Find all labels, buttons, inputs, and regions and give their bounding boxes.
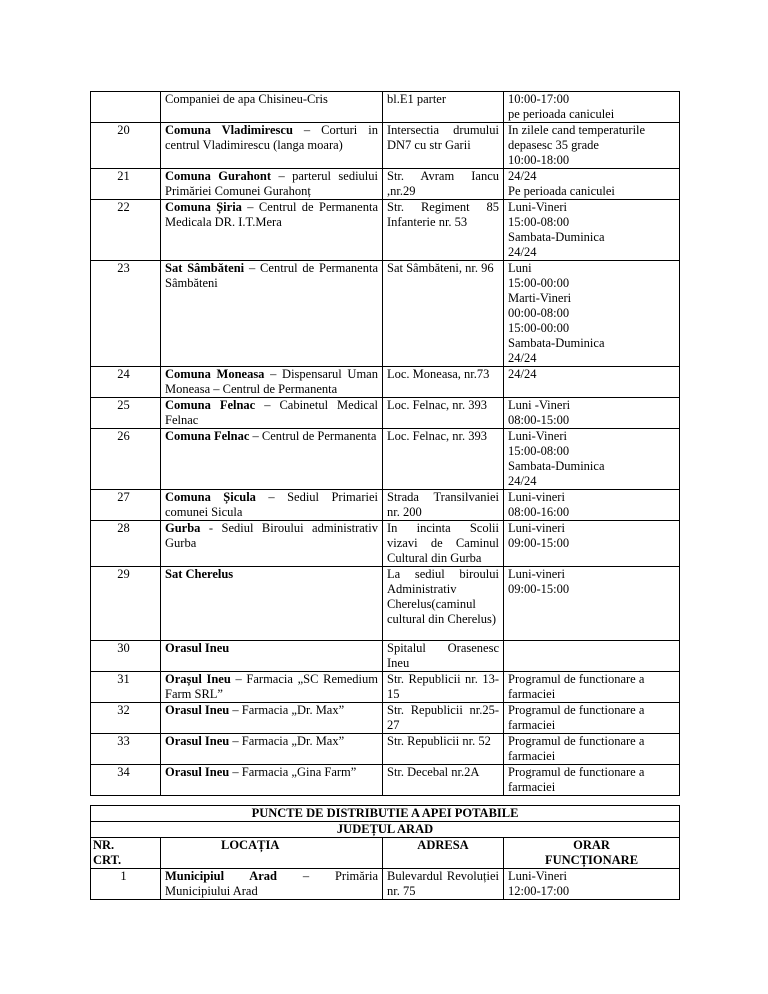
row-number: 28 [91, 521, 161, 567]
location-name: Orasul Ineu [165, 641, 230, 655]
location-name: Sat Cherelus [165, 567, 234, 581]
row-schedule: 10:00-17:00 pe perioada caniculei [504, 92, 680, 123]
row-address: Loc. Moneasa, nr.73 [383, 367, 504, 398]
location-name: Gurba [165, 521, 201, 535]
row-number: 23 [91, 261, 161, 367]
location-name: Comuna Moneasa [165, 367, 265, 381]
row-address: Sat Sâmbăteni, nr. 96 [383, 261, 504, 367]
row-address: Bulevardul Revoluției nr. 75 [383, 869, 504, 900]
location-detail: – parterul sediului Primăriei Comunei Gurahonț [165, 169, 378, 198]
table-row [91, 92, 680, 123]
row-schedule: Programul de functionare a farmaciei [504, 765, 680, 796]
row-location [161, 869, 383, 900]
location-name: Sat Sâmbăteni [165, 261, 245, 275]
table-row [91, 734, 680, 765]
row-address: Str. Republicii nr. 13-15 [383, 672, 504, 703]
row-schedule: Luni-Vineri 15:00-08:00 Sambata-Duminica 24/24 [504, 429, 680, 490]
row-address: Str. Republicii nr.25-27 [383, 703, 504, 734]
location-name: Municipiul Arad [165, 869, 277, 883]
location-name: Orasul Ineu [165, 765, 230, 779]
row-address: Str. Regiment 85 Infanterie nr. 53 [383, 200, 504, 261]
row-address: Loc. Felnac, nr. 393 [383, 398, 504, 429]
row-address: In incinta Scolii vizavi de Caminul Cultural din Gurba [383, 521, 504, 567]
row-address: Str. Decebal nr.2A [383, 765, 504, 796]
row-schedule: In zilele cand temperaturile depasesc 35 grade 10:00-18:00 [504, 123, 680, 169]
row-location [161, 703, 383, 734]
row-location [161, 123, 383, 169]
row-location [161, 672, 383, 703]
location-name: Orasul Ineu [165, 734, 230, 748]
row-number [91, 92, 161, 123]
table-title: PUNCTE DE DISTRIBUTIE A APEI POTABILE [91, 806, 680, 822]
row-number: 20 [91, 123, 161, 169]
row-location [161, 734, 383, 765]
location-detail: – Corturi in centrul Vladimirescu (langa moara) [165, 123, 378, 152]
row-schedule: 24/24 [504, 367, 680, 398]
row-number: 33 [91, 734, 161, 765]
location-detail: Companiei de apa Chisineu-Cris [165, 92, 328, 106]
table-row [91, 641, 680, 672]
table-row [91, 261, 680, 367]
table-row [91, 398, 680, 429]
location-name: Orașul Ineu [165, 672, 231, 686]
row-schedule [504, 641, 680, 672]
row-number: 24 [91, 367, 161, 398]
row-location [161, 641, 383, 672]
table-row [91, 672, 680, 703]
row-address: Str. Republicii nr. 52 [383, 734, 504, 765]
table-row [91, 123, 680, 169]
location-detail: – Farmacia „SC Remedium Farm SRL” [165, 672, 378, 701]
table-row [91, 567, 680, 641]
header-adresa: ADRESA [383, 838, 504, 869]
row-location [161, 567, 383, 641]
row-location [161, 200, 383, 261]
water-points-table-arad [90, 805, 680, 900]
row-number: 25 [91, 398, 161, 429]
row-location [161, 169, 383, 200]
table-row [91, 703, 680, 734]
location-name: Comuna Șiria [165, 200, 242, 214]
row-number: 26 [91, 429, 161, 490]
location-detail: – Primăria Municipiului Arad [165, 869, 379, 898]
row-location [161, 92, 383, 123]
row-schedule: Programul de functionare a farmaciei [504, 734, 680, 765]
table-row [91, 429, 680, 490]
row-schedule: Programul de functionare a farmaciei [504, 703, 680, 734]
row-address: La sediul biroului Administrativ Cherelus(caminul cultural din Cherelus) [383, 567, 504, 641]
row-location [161, 765, 383, 796]
location-detail: – Dispensarul Uman Moneasa – Centrul de Permanenta [165, 367, 378, 396]
water-points-table-continued [90, 91, 680, 796]
location-detail: – Farmacia „Dr. Max” [229, 703, 345, 717]
location-name: Comuna Felnac [165, 429, 250, 443]
table-row [91, 765, 680, 796]
row-number: 32 [91, 703, 161, 734]
row-schedule: Luni-vineri 09:00-15:00 [504, 521, 680, 567]
location-name: Orasul Ineu [165, 703, 230, 717]
table-row [91, 169, 680, 200]
table-row [91, 490, 680, 521]
location-detail: – Centrul de Permanenta Sâmbăteni [165, 261, 379, 290]
row-number: 21 [91, 169, 161, 200]
row-location [161, 429, 383, 490]
row-number: 29 [91, 567, 161, 641]
row-address: Spitalul Orasenesc Ineu [383, 641, 504, 672]
row-schedule: 24/24 Pe perioada caniculei [504, 169, 680, 200]
row-schedule: Luni -Vineri 08:00-15:00 [504, 398, 680, 429]
row-schedule: Luni-vineri 08:00-16:00 [504, 490, 680, 521]
table-row [91, 521, 680, 567]
location-detail: – Cabinetul Medical Felnac [165, 398, 378, 427]
table-subtitle: JUDEȚUL ARAD [91, 822, 680, 838]
header-nr-crt: NR. CRT. [91, 838, 161, 869]
row-schedule: Programul de functionare a farmaciei [504, 672, 680, 703]
location-detail: – Centrul de Permanenta Medicala DR. I.T.Mera [165, 200, 378, 229]
row-number: 31 [91, 672, 161, 703]
header-locatia: LOCAȚIA [161, 838, 383, 869]
row-schedule: Luni-vineri 09:00-15:00 [504, 567, 680, 641]
row-location [161, 367, 383, 398]
row-number: 22 [91, 200, 161, 261]
table-row [91, 367, 680, 398]
row-address: Str. Avram Iancu ,nr.29 [383, 169, 504, 200]
row-number: 27 [91, 490, 161, 521]
header-orar: ORAR FUNCȚIONARE [504, 838, 680, 869]
row-address: Intersectia drumului DN7 cu str Garii [383, 123, 504, 169]
row-address: Strada Transilvaniei nr. 200 [383, 490, 504, 521]
row-number: 34 [91, 765, 161, 796]
row-address: Loc. Felnac, nr. 393 [383, 429, 504, 490]
location-detail: - Sediul Biroului administrativ Gurba [165, 521, 378, 550]
table-row [91, 200, 680, 261]
location-name: Comuna Vladimirescu [165, 123, 293, 137]
row-number: 1 [91, 869, 161, 900]
row-schedule: Luni-Vineri 12:00-17:00 [504, 869, 680, 900]
location-name: Comuna Șicula [165, 490, 256, 504]
location-detail: – Farmacia „Dr. Max” [229, 734, 345, 748]
location-detail: – Centrul de Permanenta [249, 429, 377, 443]
location-detail: – Farmacia „Gina Farm” [229, 765, 357, 779]
row-number: 30 [91, 641, 161, 672]
row-address: bl.E1 parter [383, 92, 504, 123]
location-name: Comuna Gurahont [165, 169, 272, 183]
row-location [161, 490, 383, 521]
location-detail: – Sediul Primariei comunei Sicula [165, 490, 378, 519]
location-name: Comuna Felnac [165, 398, 256, 412]
table-row [91, 869, 680, 900]
row-schedule: Luni-Vineri 15:00-08:00 Sambata-Duminica 24/24 [504, 200, 680, 261]
row-schedule: Luni 15:00-00:00 Marti-Vineri 00:00-08:00 15:00-00:00 Sambata-Duminica 24/24 [504, 261, 680, 367]
row-location [161, 261, 383, 367]
row-location [161, 521, 383, 567]
row-location [161, 398, 383, 429]
